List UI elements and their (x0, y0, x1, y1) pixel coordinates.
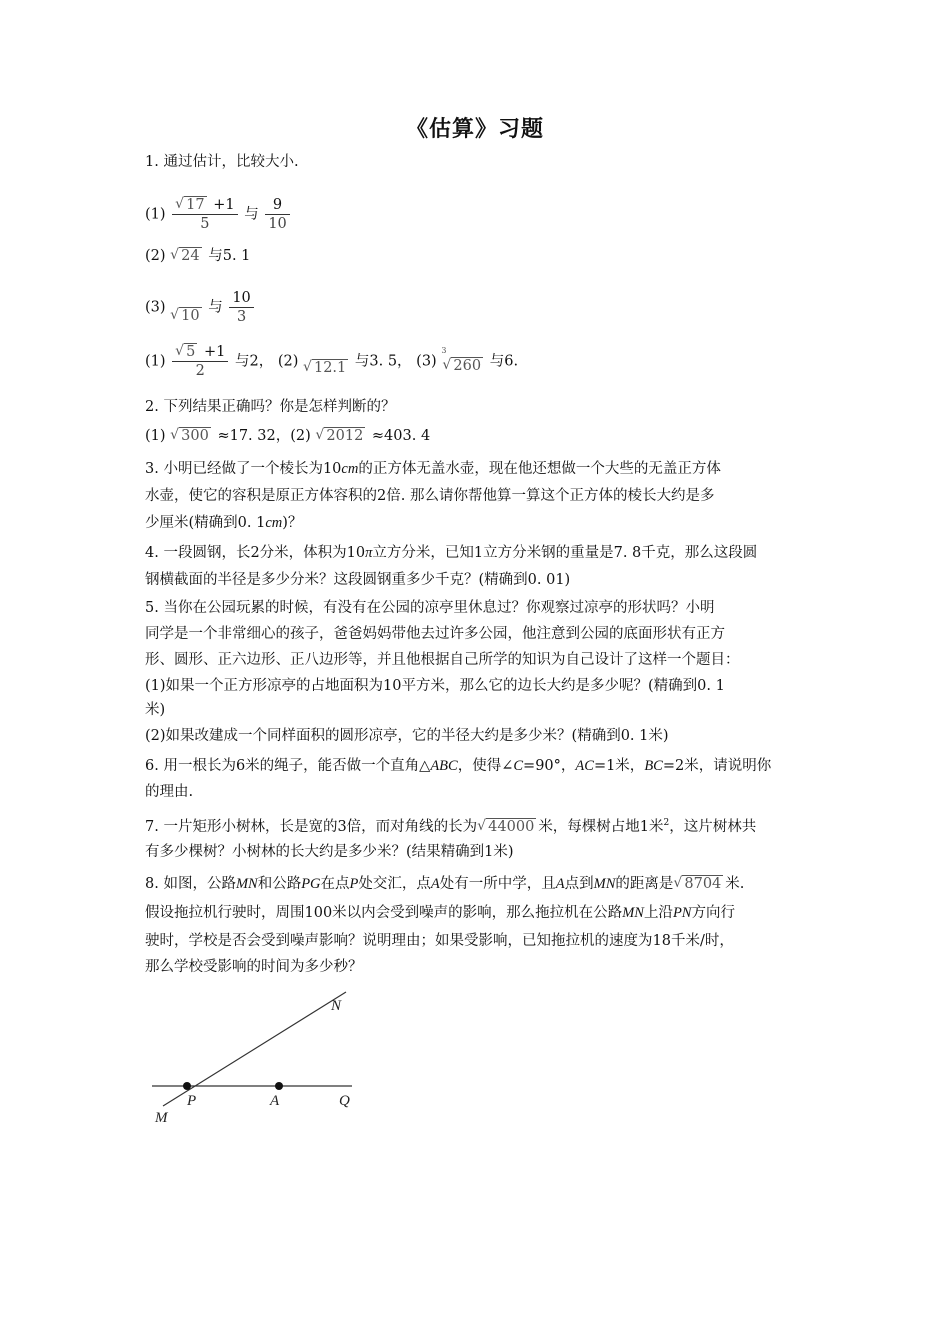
square-root: √ 2012 (315, 427, 364, 444)
q7-line1: 7. 一片矩形小树林，长是宽的3倍，而对角线的长为 √ 44000 米，每棵树占地1米$^2$，这片树林共 (145, 817, 757, 835)
fraction: $\frac{10}{3}$ (229, 289, 253, 326)
label-p: P (187, 1093, 197, 1109)
cube-root-index: 3 (441, 346, 447, 355)
point-a-dot (275, 1082, 283, 1090)
square-root: √ 300 (170, 427, 209, 444)
document-title: 《估算》习题 (405, 117, 544, 142)
q5-line4: (1)如果一个正方形凉亭的占地面积为10平方米，那么它的边长大约是多少呢？(精确到0. 1 (145, 678, 725, 694)
q5-line5: 米) (145, 702, 166, 718)
label-m: M (155, 1110, 168, 1126)
label-q: Q (339, 1093, 350, 1109)
q1-stem: 1. 通过估计，比较大小. (145, 154, 299, 170)
q7-line2: 有多少棵树？小树林的长大约是多少米？(结果精确到1米) (145, 844, 514, 860)
q1-part1: (1) √ 17 +1 5 与 $\frac{9}{10}$ (145, 196, 292, 233)
q8-line4: 那么学校受影响的时间为多少秒？ (145, 959, 363, 975)
q6-line2: 的理由. (145, 784, 194, 800)
square-root: √ 12.1 (302, 358, 347, 376)
fraction: $\frac{9}{10}$ (265, 196, 289, 233)
q2-stem: 2. 下列结果正确吗？你是怎样判断的？ (145, 399, 396, 415)
point-p-dot (183, 1082, 191, 1090)
q3-line1: 3. 小明已经做了一个棱长为10cm的正方体无盖水壶，现在他还想做一个大些的无盖正方体 (145, 461, 721, 477)
square-root: √ 24 (170, 247, 200, 264)
fraction: √ 5 +1 2 (172, 343, 228, 380)
road-mn (163, 992, 346, 1106)
q1-part2: (2) √ 24 与5. 1 (145, 247, 251, 264)
q8-line2: 假设拖拉机行驶时，周围100米以内会受到噪声的影响，那么拖拉机在公路MN上沿PN方向行 (145, 905, 735, 921)
part-label: (1) (145, 206, 166, 223)
q3-line2: 水壶，使它的容积是原正方体容积的2倍. 那么请你帮他算一算这个正方体的棱长大约是多 (145, 488, 715, 504)
cube-root: √ 260 (442, 356, 482, 374)
q4-line1: 4. 一段圆钢，长2分米，体积为10π立方分米，已知1立方分米钢的重量是7. 8千克，那么这段圆 (145, 545, 758, 561)
q8-line1: 8. 如图，公路MN和公路PG在点P处交汇，点A处有一所中学，且A点到MN的距离是 √ 8704 米. (145, 875, 745, 892)
q1-part4: (1) √ 5 +1 2 与2， (2) √ 12.1 与3. 5， (3) $^3$ √ 260 与6. (145, 343, 519, 379)
square-root: √ 8704 (673, 875, 722, 892)
fraction: √ 17 +1 5 (172, 196, 237, 233)
q3-line3: 少厘米(精确到0. 1cm)？ (145, 515, 303, 531)
q5-line6: (2)如果改建成一个同样面积的圆形凉亭，它的半径大约是多少米？(精确到0. 1米) (145, 728, 669, 744)
q6-line1: 6. 用一根长为6米的绳子，能否做一个直角△ABC，使得∠C=90°，AC=1米，BC=2米，请说明你 (145, 758, 772, 774)
q5-line3: 形、圆形、正六边形、正八边形等，并且他根据自己所学的知识为自己设计了这样一个题目： (145, 652, 740, 668)
q8-line3: 驶时，学校是否会受到噪声影响？说明理由；如果受影响，已知拖拉机的速度为18千米/时， (145, 933, 734, 949)
q2-parts: (1) √ 300 ≈17. 32，(2) √ 2012 ≈403. 4 (145, 427, 431, 444)
q1-part3: (3) √ 10 与 $\frac{10}{3}$ (145, 289, 256, 326)
label-n: N (331, 998, 342, 1014)
q5-line2: 同学是一个非常细心的孩子，爸爸妈妈带他去过许多公园，他注意到公园的底面形状有正方 (145, 626, 725, 642)
q5-line1: 5. 当你在公园玩累的时候，有没有在公园的凉亭里休息过？你观察过凉亭的形状吗？小明 (145, 600, 715, 616)
square-root: √ 10 (170, 306, 200, 324)
q4-line2: 钢横截面的半径是多少分米？这段圆钢重多少千克？(精确到0. 01) (145, 572, 571, 588)
label-a: A (270, 1093, 280, 1109)
square-root: √ 44000 (477, 817, 535, 835)
